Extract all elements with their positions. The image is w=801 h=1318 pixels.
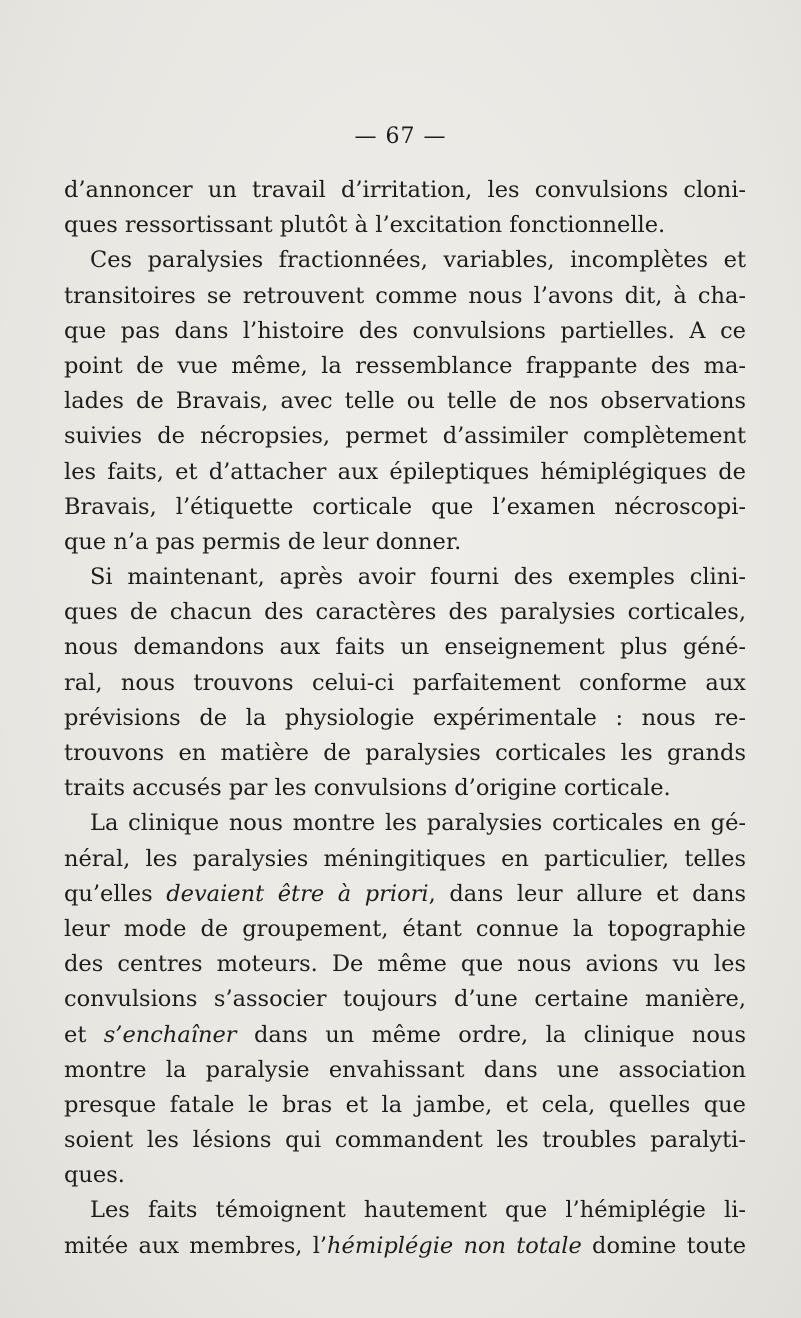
text-segment: , dans leur allure et dans — [428, 880, 747, 907]
text-line: montre la paralysie envahissant dans une association — [64, 1056, 746, 1083]
text-line: ques. — [64, 1162, 125, 1189]
text-line: La clinique nous montre les paralysies corticales en gé- — [90, 810, 746, 837]
text-line: soient les lésions qui commandent les troubles paralyti- — [64, 1127, 746, 1154]
text-line: lades de Bravais, avec telle ou telle de nos observations — [64, 388, 746, 415]
text-segment: qu’elles — [64, 880, 167, 907]
text-line: les faits, et d’attacher aux épileptiques hémiplégiques de — [64, 458, 746, 485]
text-line: Les faits témoignent hautement que l’hémiplégie li- — [90, 1197, 746, 1224]
text-line: convulsions s’associer toujours d’une certaine manière, — [64, 986, 746, 1013]
text-line: des centres moteurs. De même que nous avions vu les — [64, 951, 746, 978]
text-line: ral, nous trouvons celui-ci parfaitement conforme aux — [64, 669, 746, 696]
text-line: suivies de nécropsies, permet d’assimiler complètement — [64, 423, 746, 450]
text-line — [64, 877, 746, 912]
text-line: que n’a pas permis de leur donner. — [64, 528, 462, 555]
text-line: nous demandons aux faits un enseignement plus géné- — [64, 634, 746, 661]
text-line: Ces paralysies fractionnées, variables, incomplètes et — [90, 247, 746, 274]
text-line — [64, 1018, 746, 1053]
body-text — [64, 173, 746, 1264]
text-line: ques ressortissant plutôt à l’excitation fonctionnelle. — [64, 212, 666, 239]
text-line: leur mode de groupement, étant connue la topographie — [64, 915, 746, 942]
italic-text-segment: s’enchaîner — [103, 1021, 237, 1048]
text-line: presque fatale le bras et la jambe, et cela, quelles que — [64, 1091, 746, 1118]
text-line: point de vue même, la ressemblance frappante des ma- — [64, 352, 746, 379]
page-number: — 67 — — [354, 124, 447, 149]
text-line: néral, les paralysies méningitiques en particulier, telles — [64, 845, 746, 872]
text-line: traits accusés par les convulsions d’origine corticale. — [64, 775, 671, 802]
italic-text-segment: hémiplégie non totale — [327, 1232, 582, 1259]
text-line: transitoires se retrouvent comme nous l’avons dit, à cha- — [64, 282, 746, 309]
text-line: Si maintenant, après avoir fourni des exemples clini- — [90, 564, 746, 591]
text-line — [64, 1229, 746, 1264]
text-segment: et — [64, 1021, 104, 1048]
text-segment: mitée aux membres, l’ — [64, 1232, 328, 1259]
text-line: d’annoncer un travail d’irritation, les convulsions cloni- — [64, 177, 746, 203]
text-segment: dans un même ordre, la clinique nous — [236, 1021, 746, 1048]
italic-text-segment: devaient être à priori — [166, 880, 429, 907]
text-line: trouvons en matière de paralysies corticales les grands — [64, 740, 746, 766]
text-line: que pas dans l’histoire des convulsions partielles. A ce — [64, 317, 746, 344]
text-segment: domine toute — [581, 1232, 747, 1259]
text-line: ques de chacun des caractères des paralysies corticales, — [64, 599, 746, 626]
text-line: Bravais, l’étiquette corticale que l’examen nécroscopi- — [64, 493, 746, 520]
text-line: prévisions de la physiologie expérimentale : nous re- — [64, 704, 746, 731]
